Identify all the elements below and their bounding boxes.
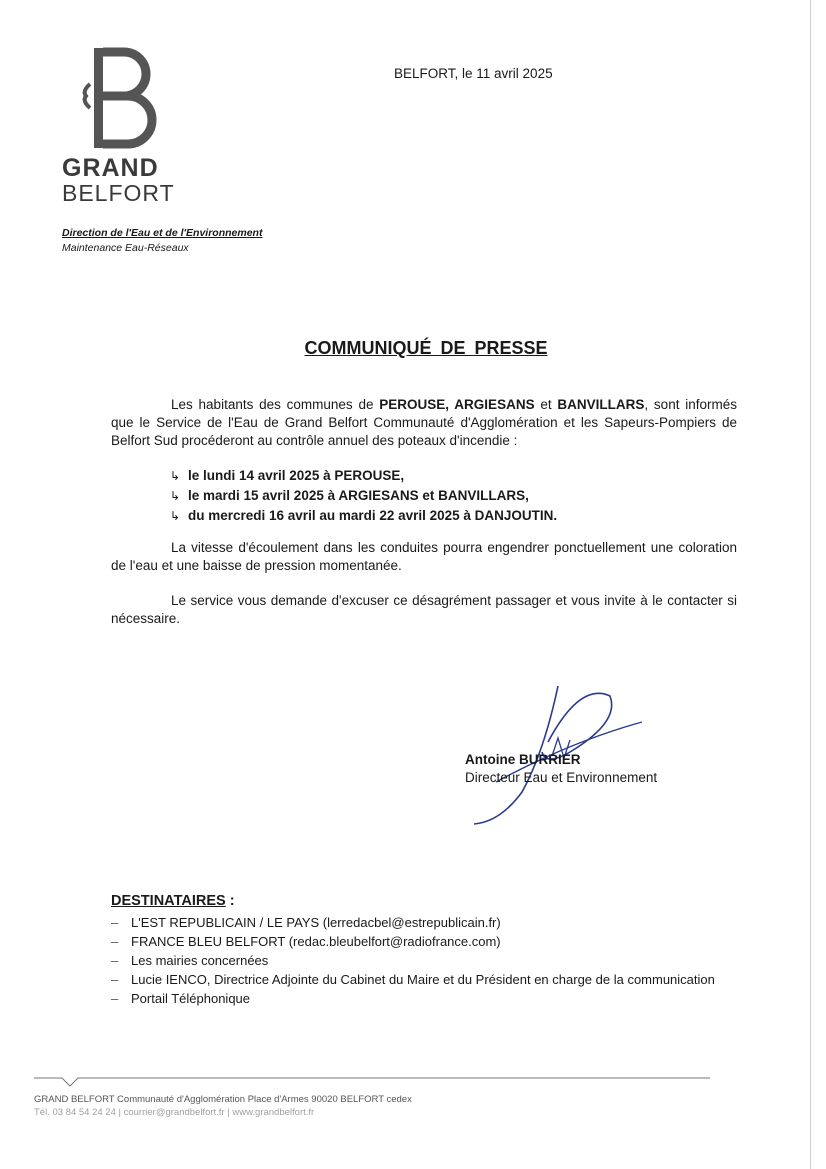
- department-name: Direction de l'Eau et de l'Environnement: [62, 227, 263, 239]
- arrow-icon: ↳: [170, 489, 181, 503]
- list-item: – Portail Téléphonique: [111, 991, 251, 1006]
- list-item: – FRANCE BLEU BELFORT (redac.bleubelfort@radiofrance.com): [111, 934, 501, 949]
- paragraph-apology: Le service vous demande d'excuser ce désagrément passager et vous invite à le contacter si nécessaire.: [111, 593, 737, 626]
- sub-department-name: Maintenance Eau-Réseaux: [62, 242, 189, 254]
- recipients-list: [111, 913, 737, 1008]
- list-item: – Les mairies concernées: [111, 953, 269, 968]
- date-line: BELFORT, le 11 avril 2025: [394, 66, 553, 81]
- list-item: ↳ du mercredi 16 avril au mardi 22 avril 2025 à DANJOUTIN.: [170, 506, 557, 526]
- footer-address: GRAND BELFORT Communauté d'Agglomération Place d'Armes 90020 BELFORT cedex: [34, 1094, 412, 1105]
- list-item: – Lucie IENCO, Directrice Adjointe du Cabinet du Maire et du Président en charge de la communication: [111, 972, 715, 987]
- logo-text-grand: GRAND: [62, 154, 159, 182]
- signatory-role: Directeur Eau et Environnement: [465, 770, 658, 785]
- intro-part3: , sont informés que le Service de l'Eau de Grand Belfort Communauté d'Agglomération et les Sapeurs-Pompiers de Belfort Sud procéderont au contrôle annuel des poteaux d'incendie :: [111, 397, 737, 448]
- intro-paragraph: [111, 396, 737, 450]
- arrow-icon: ↳: [170, 469, 181, 483]
- list-item: ↳ le lundi 14 avril 2025 à PEROUSE,: [170, 466, 557, 486]
- grand-belfort-logo-icon: [80, 46, 160, 150]
- list-item: ↳ le mardi 15 avril 2025 à ARGIESANS et BANVILLARS,: [170, 486, 557, 506]
- intro-part1: Les habitants des communes de: [171, 397, 380, 412]
- intro-part2: et: [534, 397, 558, 412]
- intro-town-banvillars: BANVILLARS: [557, 397, 645, 412]
- signatory-name: Antoine BURRIER: [465, 752, 581, 767]
- list-item: – L'EST REPUBLICAIN / LE PAYS (lerredacbel@estrepublicain.fr): [111, 915, 501, 930]
- intro-towns: PEROUSE, ARGIESANS: [379, 397, 535, 412]
- scan-edge-divider: [810, 0, 811, 1169]
- footer-divider: [34, 1074, 710, 1090]
- schedule-list: [170, 466, 557, 526]
- footer-contact: Tél. 03 84 54 24 24 | courrier@grandbelfort.fr | www.grandbelfort.fr: [34, 1107, 315, 1118]
- logo-text-belfort: BELFORT: [62, 180, 175, 206]
- page-title: COMMUNIQUÉ DE PRESSE: [304, 338, 548, 358]
- arrow-icon: ↳: [170, 509, 181, 523]
- recipients-heading: DESTINATAIRES :: [111, 893, 235, 909]
- paragraph-water-quality: La vitesse d'écoulement dans les conduites pourra engendrer ponctuellement une coloration de l'eau et une baisse de pression momentanée.: [111, 540, 737, 573]
